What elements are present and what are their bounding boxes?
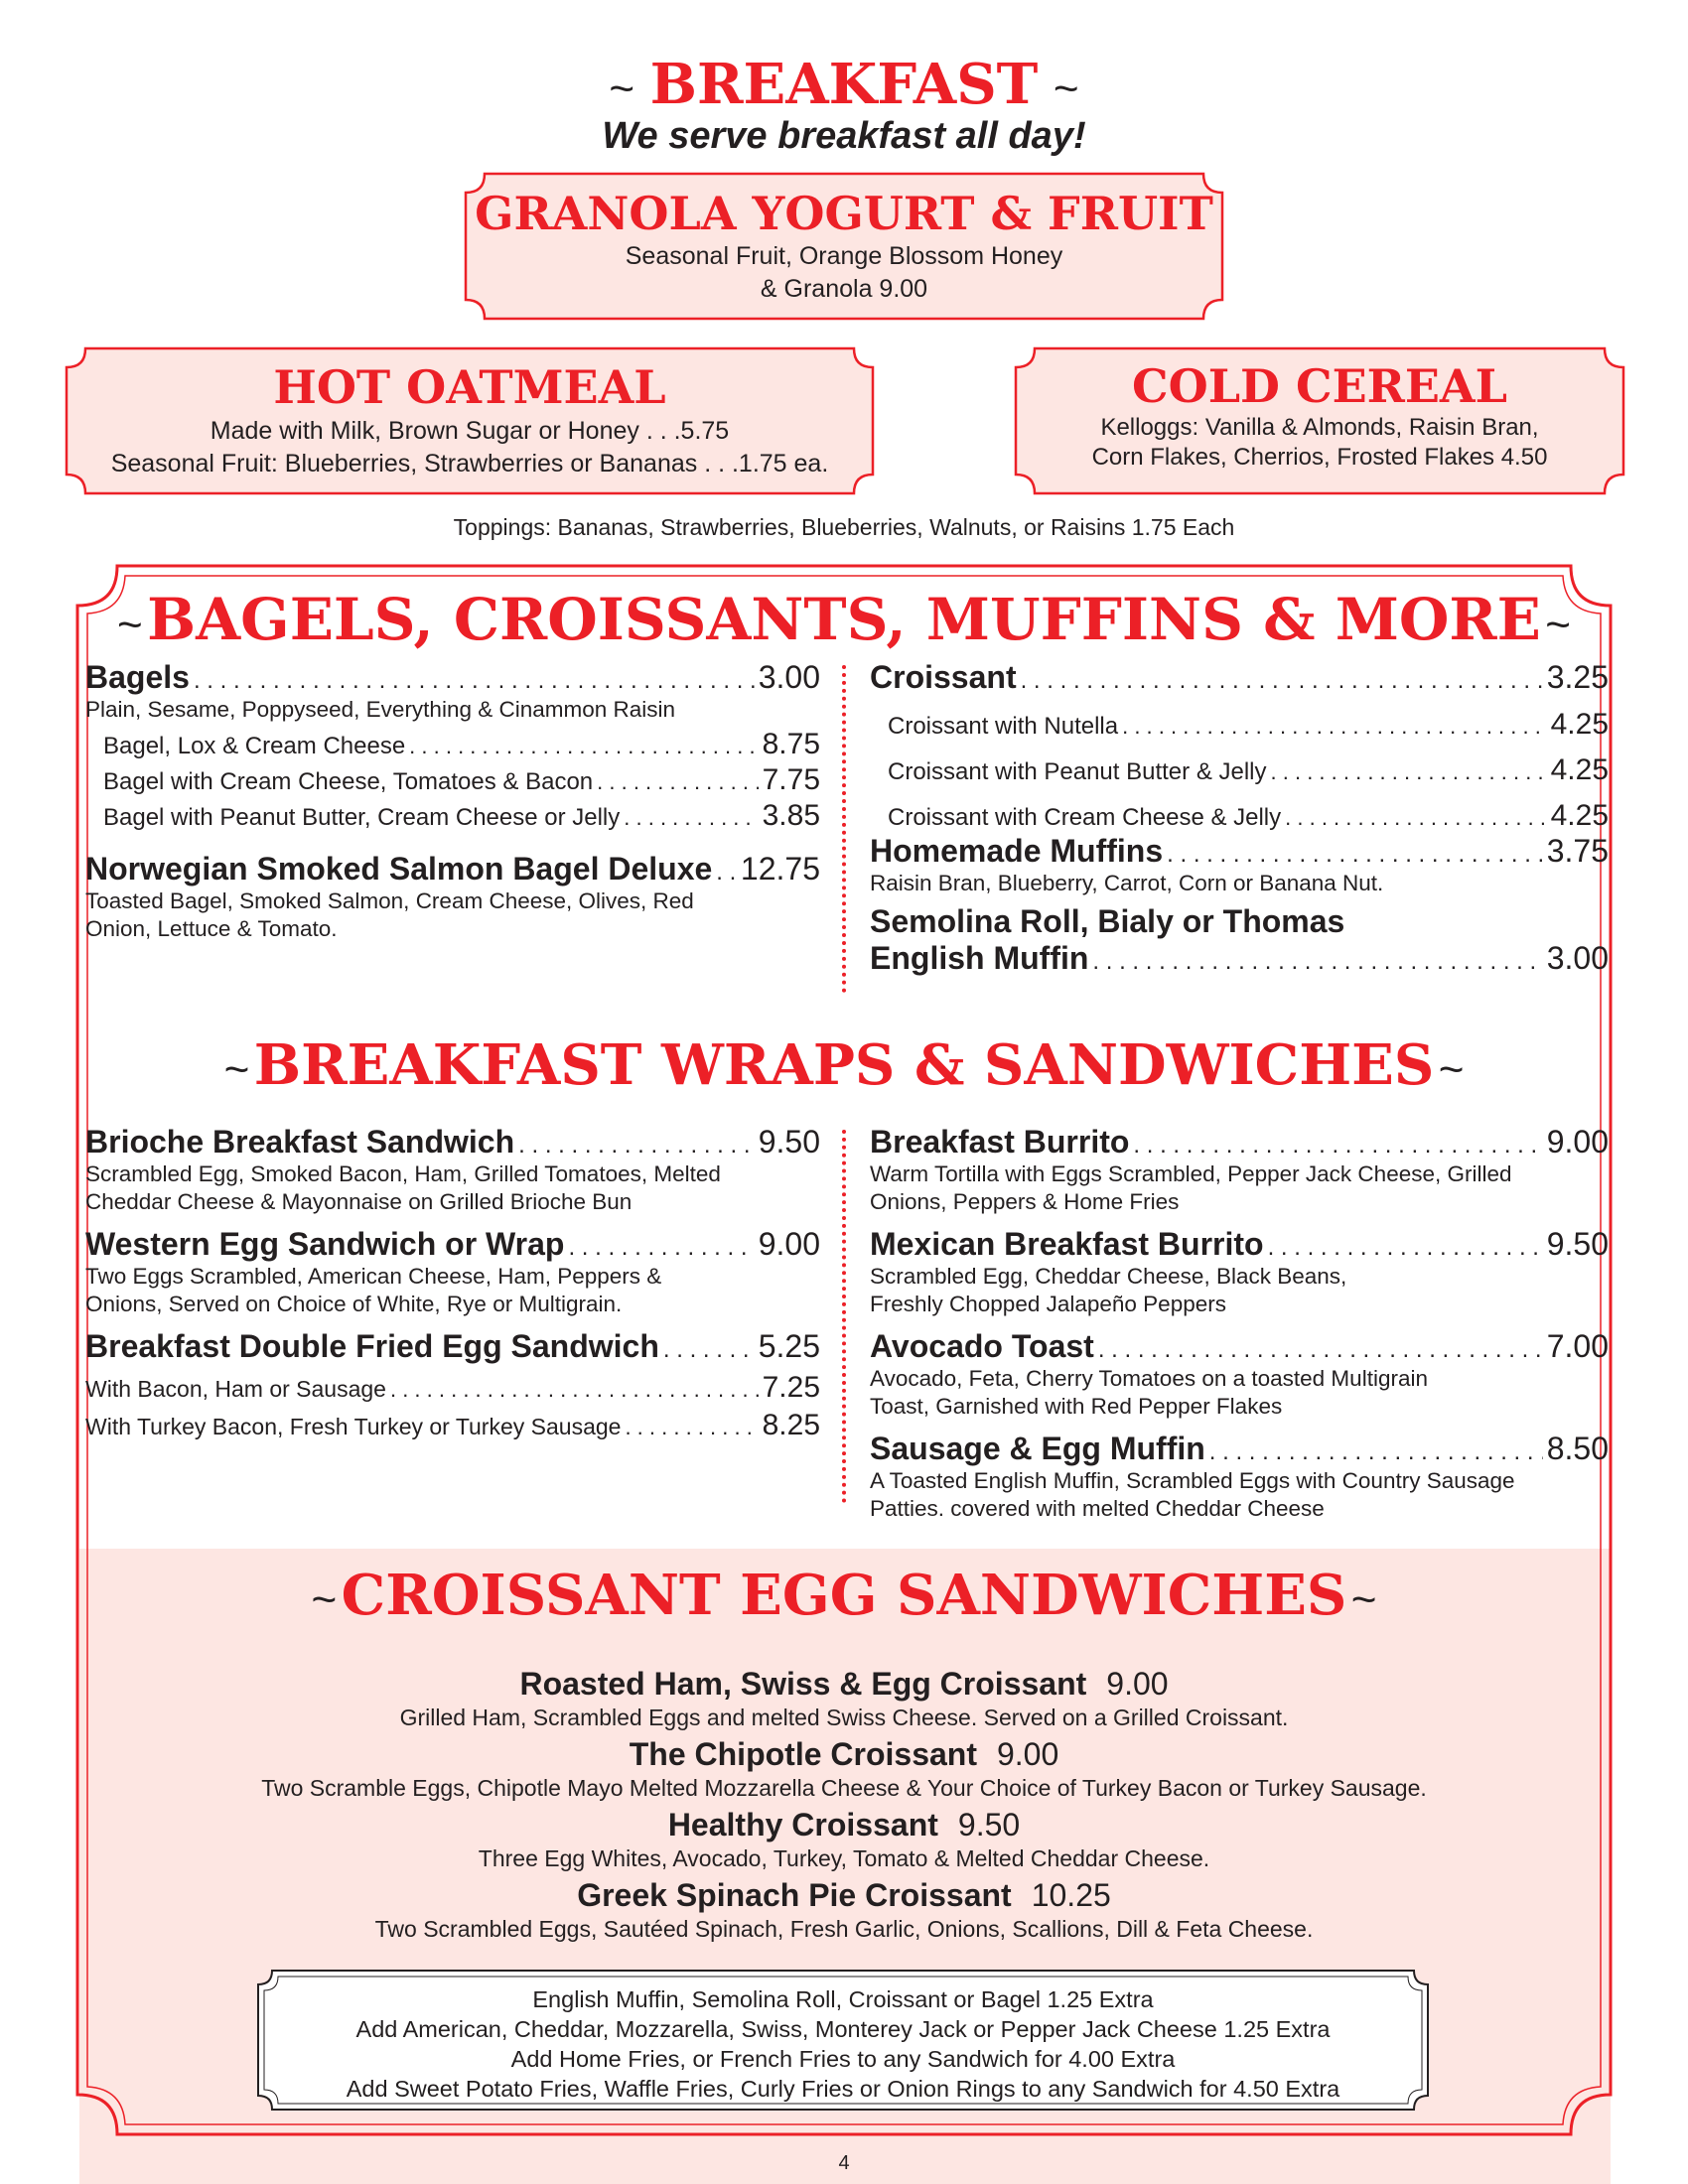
croissant-item-greek: Greek Spinach Pie Croissant 10.25 Two Scrambled Eggs, Sautéed Spinach, Fresh Garlic, Onions, Scallions, Dill & Feta Cheese. xyxy=(374,1877,1314,1942)
cereal-line2: Corn Flakes, Cherrios, Frosted Flakes 4.50 xyxy=(1091,444,1548,471)
menu-item-croissant-nutella: Croissant with Nutella . . . 4.25 xyxy=(870,708,1609,742)
oatmeal-line1: Made with Milk, Brown Sugar or Honey . . .5.75 xyxy=(210,417,730,445)
croissant-section-title: ~ CROISSANT EGG SANDWICHES ~ xyxy=(311,1563,1377,1628)
wraps-right-column: Breakfast Burrito . . . 9.00 Warm Tortilla with Eggs Scrambled, Pepper Jack Cheese, Grilled Onions, Peppers & Home Fries Mexican Breakfast Burrito . . . 9.50 Scrambled Egg, Cheddar Cheese, Black Beans, Freshly Chopped Jalapeño Peppers Avocado Toast . . . 7.00 Avocado, Feta, Cherry Tomatoes on a toasted Multigrain Toast, Garnished with Red Pepper Flakes Sausage & Egg Muffin . . . 8.50 A Toasted English Muffin, Scrambled Eggs with Country Sausage Patties. covered with melted Cheddar Cheese xyxy=(870,1124,1609,1523)
menu-item-western: Western Egg Sandwich or Wrap . . . 9.00 xyxy=(85,1226,820,1263)
menu-item-croissant-pbj: Croissant with Peanut Butter & Jelly . . . 4.25 xyxy=(870,753,1609,787)
page-number: 4 xyxy=(838,2152,850,2174)
extras-box xyxy=(256,1969,1430,2112)
oatmeal-box xyxy=(64,345,876,496)
croissant-item-ham-swiss: Roasted Ham, Swiss & Egg Croissant 9.00 Grilled Ham, Scrambled Eggs and melted Swiss Cheese. Served on a Grilled Croissant. xyxy=(399,1666,1289,1730)
extras-line-4: Add Sweet Potato Fries, Waffle Fries, Curly Fries or Onion Rings to any Sandwich for 4.50 Extra xyxy=(346,2076,1340,2102)
granola-line1: Seasonal Fruit, Orange Blossom Honey xyxy=(625,242,1063,270)
cereal-box xyxy=(1013,345,1626,496)
granola-line2: & Granola 9.00 xyxy=(760,275,928,303)
bagels-column: Bagels . . . 3.00 Plain, Sesame, Poppyseed, Everything & Cinammon Raisin Bagel, Lox & Cream Cheese . . . 8.75 Bagel with Cream Cheese, Tomatoes & Bacon . . . 7.75 Bagel with Peanut Butter, Cream Cheese or Jelly . . . 3.85 Norwegian Smoked Salmon Bagel Deluxe . . . 12.75 Toasted Bagel, Smoked Salmon, Cream Cheese, Olives, Red Onion, Lettuce & Tomato. xyxy=(85,659,820,943)
column-divider xyxy=(842,665,846,993)
menu-item-english-muffin: English Muffin . . . 3.00 xyxy=(870,940,1609,977)
bagels-desc: Plain, Sesame, Poppyseed, Everything & Cinammon Raisin xyxy=(85,697,676,722)
toppings-note: Toppings: Bananas, Strawberries, Blueberries, Walnuts, or Raisins 1.75 Each xyxy=(453,514,1235,540)
menu-item-double-bacon: With Bacon, Ham or Sausage . . . 7.25 xyxy=(85,1371,820,1405)
breakfast-subtitle: We serve breakfast all day! xyxy=(602,115,1086,157)
menu-item-avocado-toast: Avocado Toast . . . 7.00 xyxy=(870,1328,1609,1365)
cereal-title: COLD CEREAL xyxy=(1132,359,1507,413)
croissant-item-healthy: Healthy Croissant 9.50 Three Egg Whites, Avocado, Turkey, Tomato & Melted Cheddar Cheese. xyxy=(478,1807,1210,1871)
semolina-line1: Semolina Roll, Bialy or Thomas xyxy=(870,903,1345,939)
menu-item-bagel-lox: Bagel, Lox & Cream Cheese . . . 8.75 xyxy=(85,728,820,761)
menu-item-double-turkey: With Turkey Bacon, Fresh Turkey or Turkey Sausage . . . 8.25 xyxy=(85,1409,820,1442)
granola-box xyxy=(463,171,1225,322)
menu-item-burrito: Breakfast Burrito . . . 9.00 xyxy=(870,1124,1609,1160)
extras-line-2: Add American, Cheddar, Mozzarella, Swiss, Monterey Jack or Pepper Jack Cheese 1.25 Extra xyxy=(355,2016,1331,2042)
menu-item-sausage-muffin: Sausage & Egg Muffin . . . 8.50 xyxy=(870,1431,1609,1467)
menu-item-croissant-cream-jelly: Croissant with Cream Cheese & Jelly . . . 4.25 xyxy=(870,799,1609,833)
croissant-column: Croissant . . . 3.25 Croissant with Nutella . . . 4.25 Croissant with Peanut Butter & Jelly . . . 4.25 Croissant with Cream Cheese & Jelly . . . 4.25 Homemade Muffins . . . 3.75 Raisin Bran, Blueberry, Carrot, Corn or Banana Nut. Semolina Roll, Bialy or Thomas English Muffin . . . 3.00 xyxy=(870,659,1609,977)
menu-item-muffins: Homemade Muffins . . . 3.75 xyxy=(870,833,1609,870)
wraps-section-title: ~ BREAKFAST WRAPS & SANDWICHES ~ xyxy=(223,1032,1465,1098)
cereal-line1: Kelloggs: Vanilla & Almonds, Raisin Bran, xyxy=(1100,414,1539,441)
menu-item-bagels: Bagels . . . 3.00 xyxy=(85,659,820,696)
oatmeal-title: HOT OATMEAL xyxy=(273,360,666,414)
menu-item-brioche: Brioche Breakfast Sandwich . . . 9.50 xyxy=(85,1124,820,1160)
menu-item-bagel-pb: Bagel with Peanut Butter, Cream Cheese or Jelly . . . 3.85 xyxy=(85,799,820,833)
bagels-section-title: ~ BAGELS, CROISSANTS, MUFFINS & MORE ~ xyxy=(116,586,1571,653)
extras-line-3: Add Home Fries, or French Fries to any Sandwich for 4.00 Extra xyxy=(510,2046,1176,2072)
menu-item-bagel-cream-tomato: Bagel with Cream Cheese, Tomatoes & Bacon . . . 7.75 xyxy=(85,763,820,797)
wraps-column-divider xyxy=(842,1130,846,1503)
menu-item-mexican-burrito: Mexican Breakfast Burrito . . . 9.50 xyxy=(870,1226,1609,1263)
menu-item-croissant: Croissant . . . 3.25 xyxy=(870,659,1609,696)
menu-item-salmon-bagel: Norwegian Smoked Salmon Bagel Deluxe . . . 12.75 xyxy=(85,851,820,887)
oatmeal-line2: Seasonal Fruit: Blueberries, Strawberries or Bananas . . .1.75 ea. xyxy=(110,450,829,478)
croissant-item-chipotle: The Chipotle Croissant 9.00 Two Scramble Eggs, Chipotle Mayo Melted Mozzarella Cheese & Your Choice of Turkey Bacon or Turkey Sausage. xyxy=(261,1736,1427,1801)
wraps-left-column: Brioche Breakfast Sandwich . . . 9.50 Scrambled Egg, Smoked Bacon, Ham, Grilled Tomatoes, Melted Cheddar Cheese & Mayonnaise on Grilled Brioche Bun Western Egg Sandwich or Wrap . . . 9.00 Two Eggs Scrambled, American Cheese, Ham, Peppers & Onions, Served on Choice of White, Rye or Multigrain. Breakfast Double Fried Egg Sandwich . . . 5.25 With Bacon, Ham or Sausage . . . 7.25 With Turkey Bacon, Fresh Turkey or Turkey Sausage . . . 8.25 xyxy=(85,1124,820,1442)
extras-line-1: English Muffin, Semolina Roll, Croissant or Bagel 1.25 Extra xyxy=(532,1986,1154,2012)
menu-item-double-egg: Breakfast Double Fried Egg Sandwich . . . 5.25 xyxy=(85,1328,820,1365)
granola-title: GRANOLA YOGURT & FRUIT xyxy=(475,187,1213,240)
breakfast-title: ~ BREAKFAST ~ xyxy=(609,52,1079,117)
